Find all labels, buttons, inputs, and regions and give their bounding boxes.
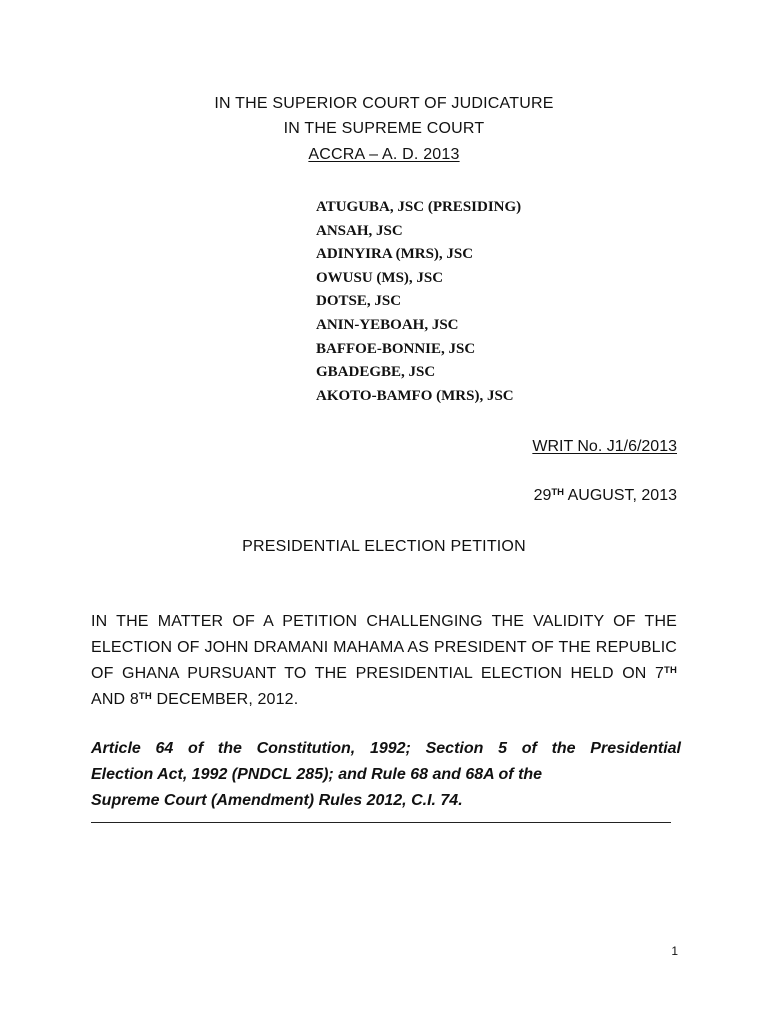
coram-list [316, 196, 521, 408]
date-rest: AUGUST, 2013 [564, 487, 677, 504]
court-heading-superior: IN THE SUPERIOR COURT OF JUDICATURE [214, 95, 554, 112]
coram-judge: BAFFOE-BONNIE, JSC [316, 340, 476, 357]
coram-judge: OWUSU (MS), JSC [316, 269, 444, 286]
coram-judge: DOTSE, JSC [316, 293, 402, 310]
matter-sup-2: TH [138, 691, 152, 702]
page-number: 1 [671, 944, 678, 958]
coram-judge: ADINYIRA (MRS), JSC [316, 246, 474, 263]
judgment-date [534, 487, 677, 505]
matter-text-2: AND 8 [91, 691, 139, 708]
court-heading-supreme: IN THE SUPREME COURT [283, 120, 485, 137]
coram-judge: GBADEGBE, JSC [316, 364, 436, 381]
coram-judge: AKOTO-BAMFO (MRS), JSC [316, 387, 514, 404]
writ-number [532, 438, 677, 456]
matter-sup-1: TH [664, 665, 677, 676]
matter-text-3: DECEMBER, 2012. [151, 691, 299, 708]
petition-title: PRESIDENTIAL ELECTION PETITION [242, 538, 526, 555]
matter-paragraph [91, 609, 677, 713]
law-reference [91, 736, 681, 814]
court-location-text: ACCRA – A. D. 2013 [308, 146, 460, 163]
date-suffix: TH [551, 487, 565, 498]
writ-number-text: WRIT No. J1/6/2013 [532, 438, 677, 455]
coram-judge: ANIN-YEBOAH, JSC [316, 316, 459, 333]
coram-judge: ANSAH, JSC [316, 222, 403, 239]
court-heading-location [0, 146, 768, 164]
law-reference-line: Supreme Court (Amendment) Rules 2012, C.I. 74. [91, 792, 463, 809]
law-reference-line: Article 64 of the Constitution, 1992; Section 5 of the Presidential [91, 740, 681, 757]
coram-judge: ATUGUBA, JSC (PRESIDING) [316, 199, 522, 215]
date-day: 29 [533, 487, 552, 504]
matter-text-1: IN THE MATTER OF A PETITION CHALLENGING THE VALIDITY OF THE ELECTION OF JOHN DRAMANI MAHAMA AS PRESIDENT OF THE REPUBLIC OF GHANA PURSUANT TO THE PRESIDENTIAL ELECTION HELD ON 7 [91, 613, 677, 682]
horizontal-rule [91, 822, 671, 823]
law-reference-line: Election Act, 1992 (PNDCL 285); and Rule 68 and 68A of the [91, 766, 543, 783]
